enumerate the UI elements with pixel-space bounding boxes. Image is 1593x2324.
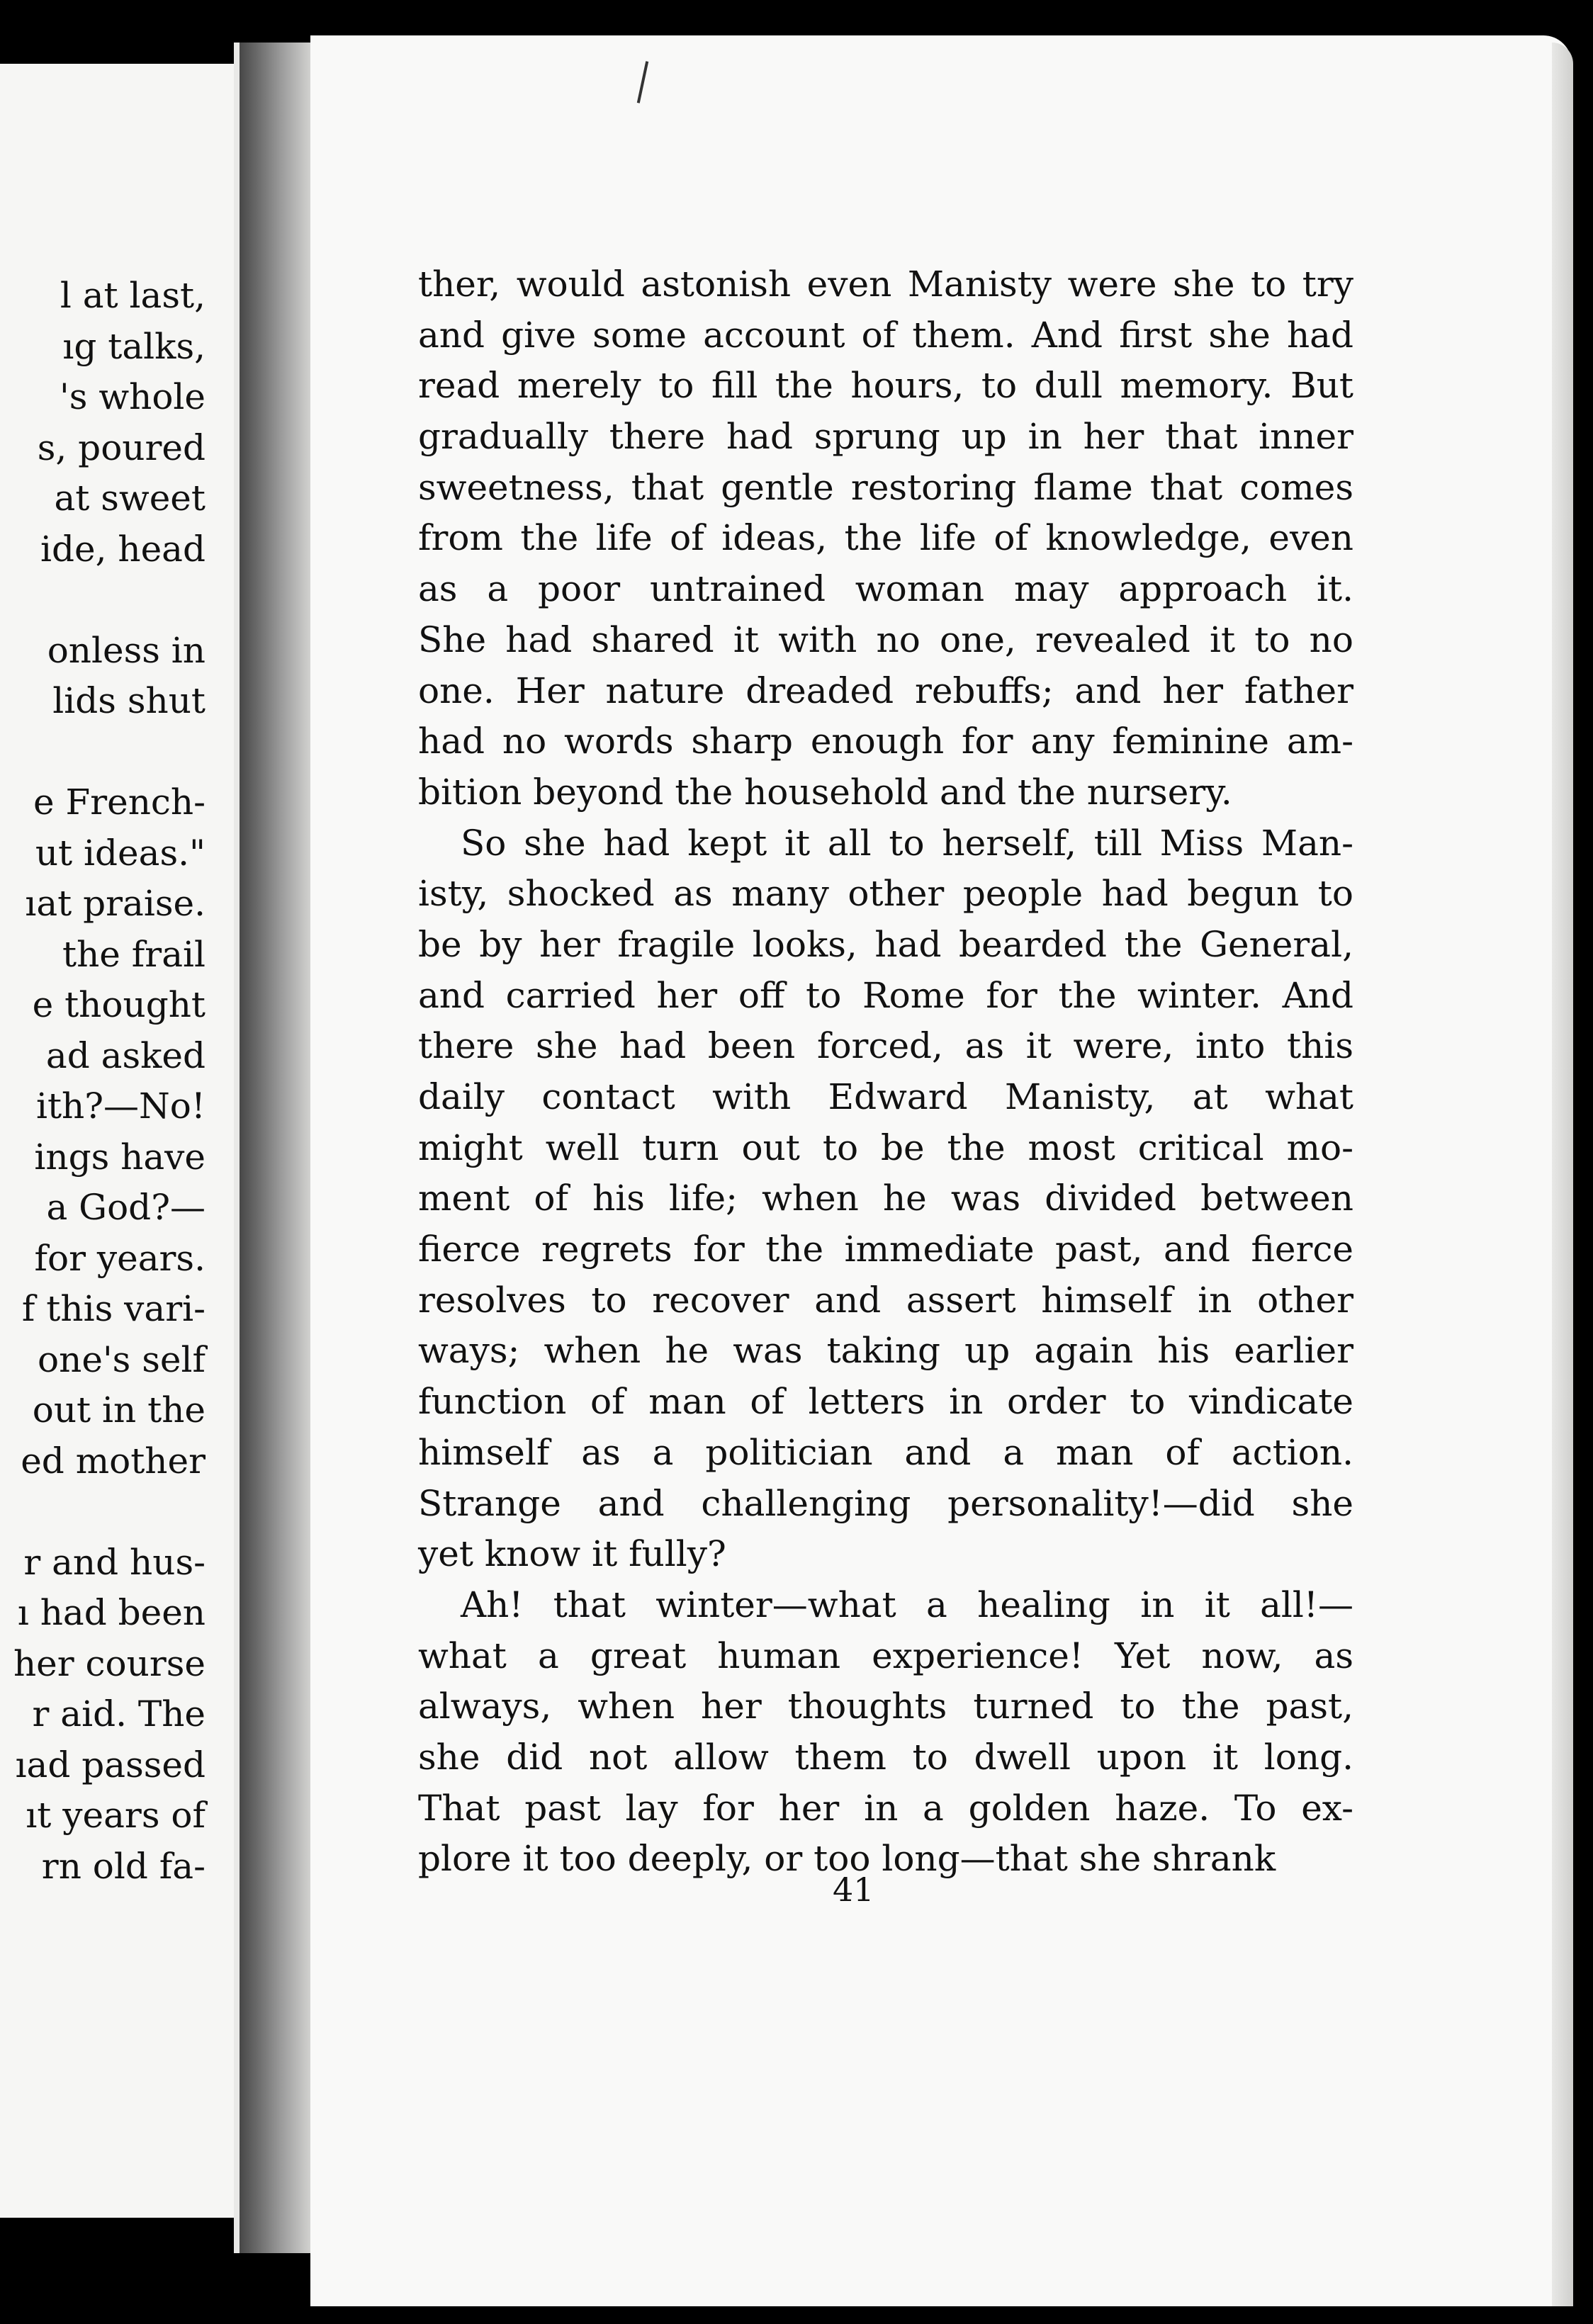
left-page-line: f this vari- [21,1288,206,1329]
text-line: and carried her off to Rome for the winter. And [418,974,1353,1016]
left-page-edge [234,43,240,2253]
text-line: fierce regrets for the immediate past, and fierce [418,1229,1353,1270]
left-page-line: ide, head [40,528,206,570]
text-line: ways; when he was taking up again his earlier [418,1330,1353,1372]
left-page-line: ıat praise. [25,883,206,924]
text-line: always, when her thoughts turned to the past, [418,1686,1353,1727]
text-line: might well turn out to be the most critical mo- [418,1127,1353,1168]
left-page-line: ıg talks, [62,325,206,367]
left-page-line: ith?—No! [35,1085,206,1127]
paragraph [418,1580,1353,1885]
text-line: had no words sharp enough for any feminine am- [418,721,1353,762]
text-line: That past lay for her in a golden haze. To ex- [418,1787,1353,1829]
left-page-line: rn old fa- [41,1845,206,1887]
page-body-text [418,259,1353,1885]
left-page-line: r and hus- [23,1541,206,1583]
text-line: plore it too deeply, or too long—that she shrank [418,1838,1276,1880]
left-page-line: ı had been [17,1592,206,1633]
text-line: ther, would astonish even Manisty were she to try [418,264,1353,305]
text-line: himself as a politician and a man of action. [418,1431,1353,1473]
text-line: she did not allow them to dwell upon it long. [418,1736,1353,1778]
text-line: function of man of letters in order to vindicate [418,1381,1353,1423]
left-page-line [0,1487,234,1538]
text-line: daily contact with Edward Manisty, at what [418,1076,1353,1117]
right-page-edge [1552,43,1573,2306]
left-page-line: ıt years of [26,1795,206,1836]
left-page-line: the frail [62,933,206,975]
text-line: bition beyond the household and the nursery. [418,771,1232,813]
left-page-line: ut ideas." [35,832,206,874]
left-page-line: at sweet [54,478,206,519]
book-gutter-shadow [234,43,312,2253]
left-page-line: e thought [32,984,206,1025]
left-page-text [0,271,234,1892]
left-facing-page [0,64,234,2218]
text-line: Ah! that winter—what a healing in it all!— [461,1584,1353,1625]
text-line: there she had been forced, as it were, into this [418,1025,1353,1067]
left-page-line: one's self [38,1338,206,1380]
left-page-line: for years. [34,1237,206,1279]
paragraph [418,818,1353,1580]
left-page-line: ad asked [45,1034,206,1076]
left-page-line: out in the [32,1389,206,1431]
text-line: read merely to fill the hours, to dull memory. But [418,365,1353,407]
left-page-line [0,727,234,778]
text-line: So she had kept it all to herself, till Miss Man- [461,822,1353,864]
left-page-line: s, poured [37,427,206,468]
left-page-line: l at last, [60,275,206,316]
text-line: and give some account of them. And first she had [418,314,1353,356]
text-line: one. Her nature dreaded rebuffs; and her father [418,670,1353,711]
text-line: as a poor untrained woman may approach it. [418,568,1353,610]
left-page-line [0,575,234,626]
text-line: gradually there had sprung up in her that inner [418,416,1353,458]
text-line: what a great human experience! Yet now, as [418,1635,1353,1676]
text-line: She had shared it with no one, revealed it to no [418,619,1353,660]
text-line: Strange and challenging personality!—did she [418,1482,1353,1524]
left-page-line: onless in [47,629,206,671]
left-page-line: ings have [34,1136,206,1178]
text-line: resolves to recover and assert himself in other [418,1279,1353,1321]
text-line: be by her fragile looks, had bearded the General, [418,923,1353,965]
text-line: yet know it fully? [418,1533,726,1575]
left-page-line: her course [13,1642,206,1684]
left-page-line: ed mother [21,1440,206,1482]
page-number: 41 [833,1871,874,1909]
left-page-line: lids shut [52,680,206,721]
left-page-line: e French- [33,782,206,823]
left-page-line: 's whole [60,376,206,417]
text-line: from the life of ideas, the life of knowledge, even [418,517,1353,559]
text-line: ment of his life; when he was divided between [418,1178,1353,1219]
paragraph [418,259,1353,818]
text-line: isty, shocked as many other people had begun to [418,873,1353,915]
left-page-line: r aid. The [32,1693,206,1734]
left-page-line: ıad passed [15,1744,206,1786]
left-page-line: a God?— [46,1187,206,1228]
text-line: sweetness, that gentle restoring flame that comes [418,466,1353,508]
